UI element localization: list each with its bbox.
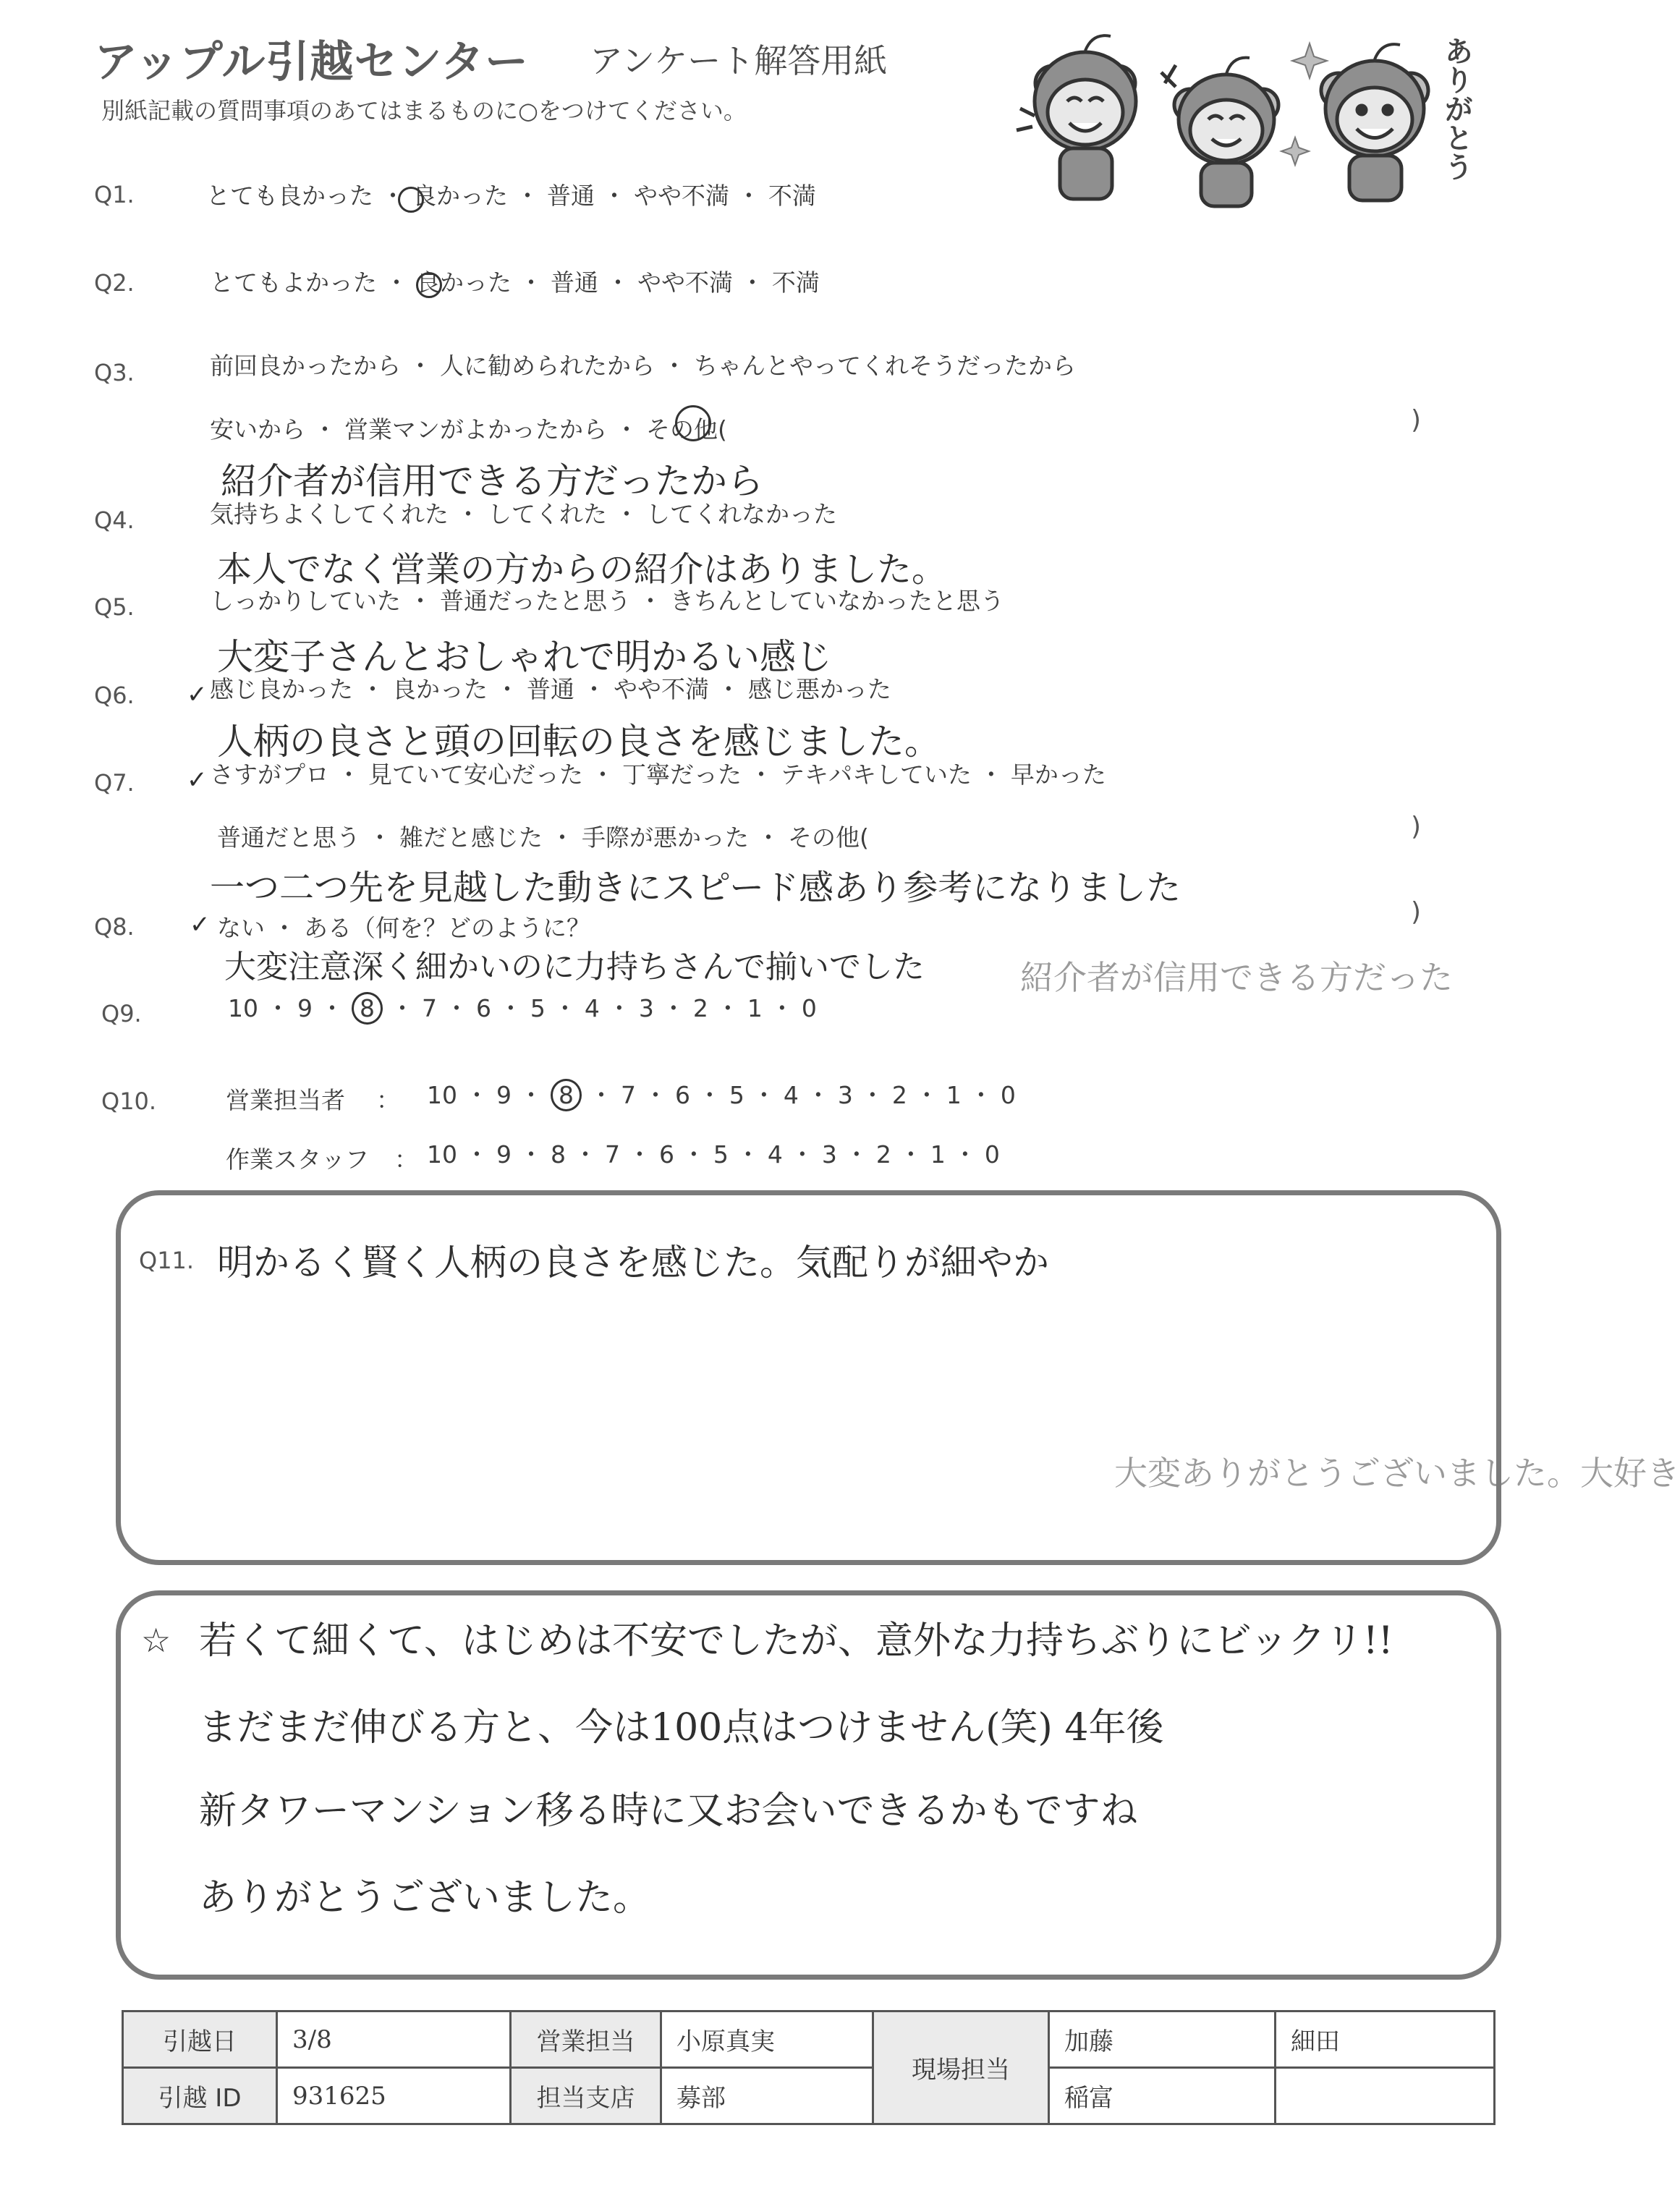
site-staff-empty[interactable] <box>1276 2068 1495 2124</box>
monkey-mascots-illustration <box>991 22 1483 217</box>
branch-label: 担当支店 <box>511 2068 661 2124</box>
q9-option[interactable]: 4 <box>584 994 600 1022</box>
brand-title: アップル引越センター <box>94 37 529 88</box>
q8-options[interactable]: ない ・ ある（何を？どのように？ <box>217 914 590 942</box>
q10-sales-option[interactable]: 9 <box>496 1081 512 1109</box>
q10-sales-option[interactable]: 3 <box>837 1081 853 1109</box>
site-staff-1[interactable]: 加藤 <box>1049 2011 1276 2068</box>
q10-sales-label: 営業担当者 <box>226 1086 345 1114</box>
q10-staff-option[interactable]: 0 <box>984 1140 1000 1169</box>
sales-label: 営業担当 <box>511 2011 661 2068</box>
q7-options-line1[interactable]: さすがプロ ・ 見ていて安心だった ・ 丁寧だった ・ テキパキしていた ・ 早かった <box>210 760 1106 789</box>
q9-option[interactable]: 1 <box>747 994 763 1022</box>
q1-selection-circle <box>398 187 424 213</box>
q4-options[interactable]: 気持ちよくしてくれた ・ してくれた ・ してくれなかった <box>210 500 837 528</box>
q10-staff-option[interactable]: 4 <box>767 1140 783 1169</box>
q6-handwritten-answer[interactable]: 人柄の良さと頭の回転の良さを感じました。 <box>217 721 941 763</box>
site-label: 現場担当 <box>873 2011 1049 2124</box>
q9-option[interactable]: 5 <box>530 994 546 1022</box>
q2-options[interactable]: とてもよかった ・ 良かった ・ 普通 ・ やや不満 ・ 不満 <box>210 268 820 297</box>
q10-staff-option[interactable]: 1 <box>930 1140 946 1169</box>
site-staff-3[interactable]: 稲富 <box>1049 2068 1276 2124</box>
q9-option[interactable]: 3 <box>638 994 654 1022</box>
q10-staff-label: 作業スタッフ <box>226 1145 369 1174</box>
comment-line-3[interactable]: 新タワーマンション移る時に又お会いできるかもですね <box>199 1789 1138 1833</box>
q7-options-line2[interactable]: 普通だと思う ・ 雑だと感じた ・ 手際が悪かった ・ その他( <box>217 823 869 852</box>
q3-handwritten-answer[interactable]: 紹介者が信用できる方だったから <box>221 460 763 502</box>
instruction-text: 別紙記載の質問事項のあてはまるものに○をつけてください。 <box>101 97 747 124</box>
q6-number: Q6. <box>94 682 135 709</box>
q7-number: Q7. <box>94 769 135 797</box>
monkey-1 <box>1017 35 1136 199</box>
move-id-label: 引越 ID <box>123 2068 277 2124</box>
q8-close-paren: ) <box>1411 897 1422 927</box>
q10-sales-option-selected[interactable]: 8 <box>551 1079 582 1111</box>
q9-option[interactable]: 9 <box>297 994 313 1022</box>
bleed-through-text-1: 紹介者が信用できる方だった <box>1020 958 1453 997</box>
q6-check-mark: ✓ <box>187 680 208 709</box>
q10-staff-option[interactable]: 9 <box>496 1140 512 1169</box>
q6-options[interactable]: 感じ良かった ・ 良かった ・ 普通 ・ やや不満 ・ 感じ悪かった <box>210 675 891 703</box>
q3-selection-circle <box>675 405 711 441</box>
q9-option[interactable]: 2 <box>692 994 708 1022</box>
q8-check-mark: ✓ <box>190 910 211 939</box>
q4-number: Q4. <box>94 506 135 534</box>
q5-handwritten-answer[interactable]: 大変子さんとおしゃれで明かるい感じ <box>217 636 832 678</box>
sparkle-icons <box>1281 43 1327 165</box>
q9-option[interactable]: 10 <box>228 994 258 1022</box>
q9-option[interactable]: 0 <box>801 994 817 1022</box>
q5-options[interactable]: しっかりしていた ・ 普通だったと思う ・ きちんとしていなかったと思う <box>210 587 1004 615</box>
q10-staff-option[interactable]: 2 <box>875 1140 891 1169</box>
site-staff-2[interactable]: 細田 <box>1276 2011 1495 2068</box>
q10-sales-option[interactable]: 0 <box>1000 1081 1016 1109</box>
q10-sales-option[interactable]: 4 <box>783 1081 799 1109</box>
q1-options[interactable]: とても良かった ・ 良かった ・ 普通 ・ やや不満 ・ 不満 <box>206 182 816 210</box>
star-icon: ☆ <box>141 1621 171 1660</box>
q9-option-selected[interactable]: 8 <box>352 992 383 1025</box>
q10-sales-option[interactable]: 2 <box>891 1081 907 1109</box>
q3-number: Q3. <box>94 359 135 386</box>
q5-number: Q5. <box>94 593 135 621</box>
q8-number: Q8. <box>94 913 135 941</box>
q2-number: Q2. <box>94 269 135 297</box>
q10-staff-option[interactable]: 10 <box>427 1140 457 1169</box>
q9-option[interactable]: 7 <box>421 994 437 1022</box>
q10-staff-option[interactable]: 8 <box>550 1140 566 1169</box>
q10-staff-scale: 10 ・ 9 ・ 8 ・ 7 ・ 6 ・ 5 ・ 4 ・ 3 ・ 2 ・ 1 ・ 0 <box>427 1140 1000 1169</box>
q2-selection-circle <box>416 272 442 298</box>
q10-sales-option[interactable]: 1 <box>946 1081 962 1109</box>
q9-number: Q9. <box>101 1000 142 1027</box>
q3-options-line2[interactable]: 安いから ・ 営業マンがよかったから ・ その他( <box>210 415 727 444</box>
monkey-2 <box>1161 58 1278 206</box>
q10-staff-option[interactable]: 6 <box>658 1140 674 1169</box>
q11-number: Q11. <box>139 1247 195 1274</box>
branch-value[interactable]: 募部 <box>661 2068 873 2124</box>
q10-sales-option[interactable]: 10 <box>427 1081 457 1109</box>
q10-staff-option[interactable]: 3 <box>821 1140 837 1169</box>
monkey-3 <box>1321 44 1428 200</box>
q3-options-line1[interactable]: 前回良かったから ・ 人に勧められたから ・ ちゃんとやってくれそうだったから <box>210 352 1076 380</box>
q7-check-mark: ✓ <box>187 766 208 794</box>
form-subtitle: アンケート解答用紙 <box>590 41 888 80</box>
sales-value[interactable]: 小原真実 <box>661 2011 873 2068</box>
move-date-value[interactable]: 3/8 <box>277 2011 511 2068</box>
q10-staff-option[interactable]: 5 <box>713 1140 729 1169</box>
q9-scale: 10 ・ 9 ・ 8 ・ 7 ・ 6 ・ 5 ・ 4 ・ 3 ・ 2 ・ 1 ・ 0 <box>228 990 817 1024</box>
comment-line-2[interactable]: まだまだ伸びる方と、今は100点はつけません(笑) 4年後 <box>199 1706 1164 1750</box>
q10-sales-option[interactable]: 7 <box>620 1081 636 1109</box>
footer-info-table <box>122 2010 1496 2125</box>
mascot-caption: ありがとう <box>1440 36 1473 181</box>
move-id-value[interactable]: 931625 <box>277 2068 511 2124</box>
q8-handwritten-answer[interactable]: 大変注意深く細かいのに力持ちさんで揃いでした <box>224 949 925 985</box>
comment-line-1[interactable]: 若くて細くて、はじめは不安でしたが、意外な力持ちぶりにビックリ!! <box>199 1619 1393 1663</box>
q7-handwritten-answer[interactable]: 一つ二つ先を見越した動きにスピード感あり参考になりました <box>210 868 1181 908</box>
q10-sales-option[interactable]: 5 <box>729 1081 744 1109</box>
q7-close-paren: ) <box>1411 812 1422 841</box>
bleed-through-text-2: 大変ありがとうございました。大好き <box>1114 1454 1680 1493</box>
q3-close-paren: ) <box>1411 405 1422 435</box>
q10-sales-scale: 10 ・ 9 ・ 8 ・ 7 ・ 6 ・ 5 ・ 4 ・ 3 ・ 2 ・ 1 ・ 0 <box>427 1077 1016 1111</box>
q1-number: Q1. <box>94 181 135 208</box>
q10-staff-option[interactable]: 7 <box>604 1140 620 1169</box>
move-date-label: 引越日 <box>123 2011 277 2068</box>
q11-handwritten-answer[interactable]: 明かるく賢く人柄の良さを感じた。気配りが細やか <box>217 1242 1049 1284</box>
q10-number: Q10. <box>101 1088 157 1115</box>
comment-line-4[interactable]: ありがとうございました。 <box>199 1876 651 1920</box>
q9-option[interactable]: 6 <box>475 994 491 1022</box>
q4-handwritten-answer[interactable]: 本人でなく営業の方からの紹介はありました。 <box>217 549 947 590</box>
q10-sales-option[interactable]: 6 <box>674 1081 690 1109</box>
